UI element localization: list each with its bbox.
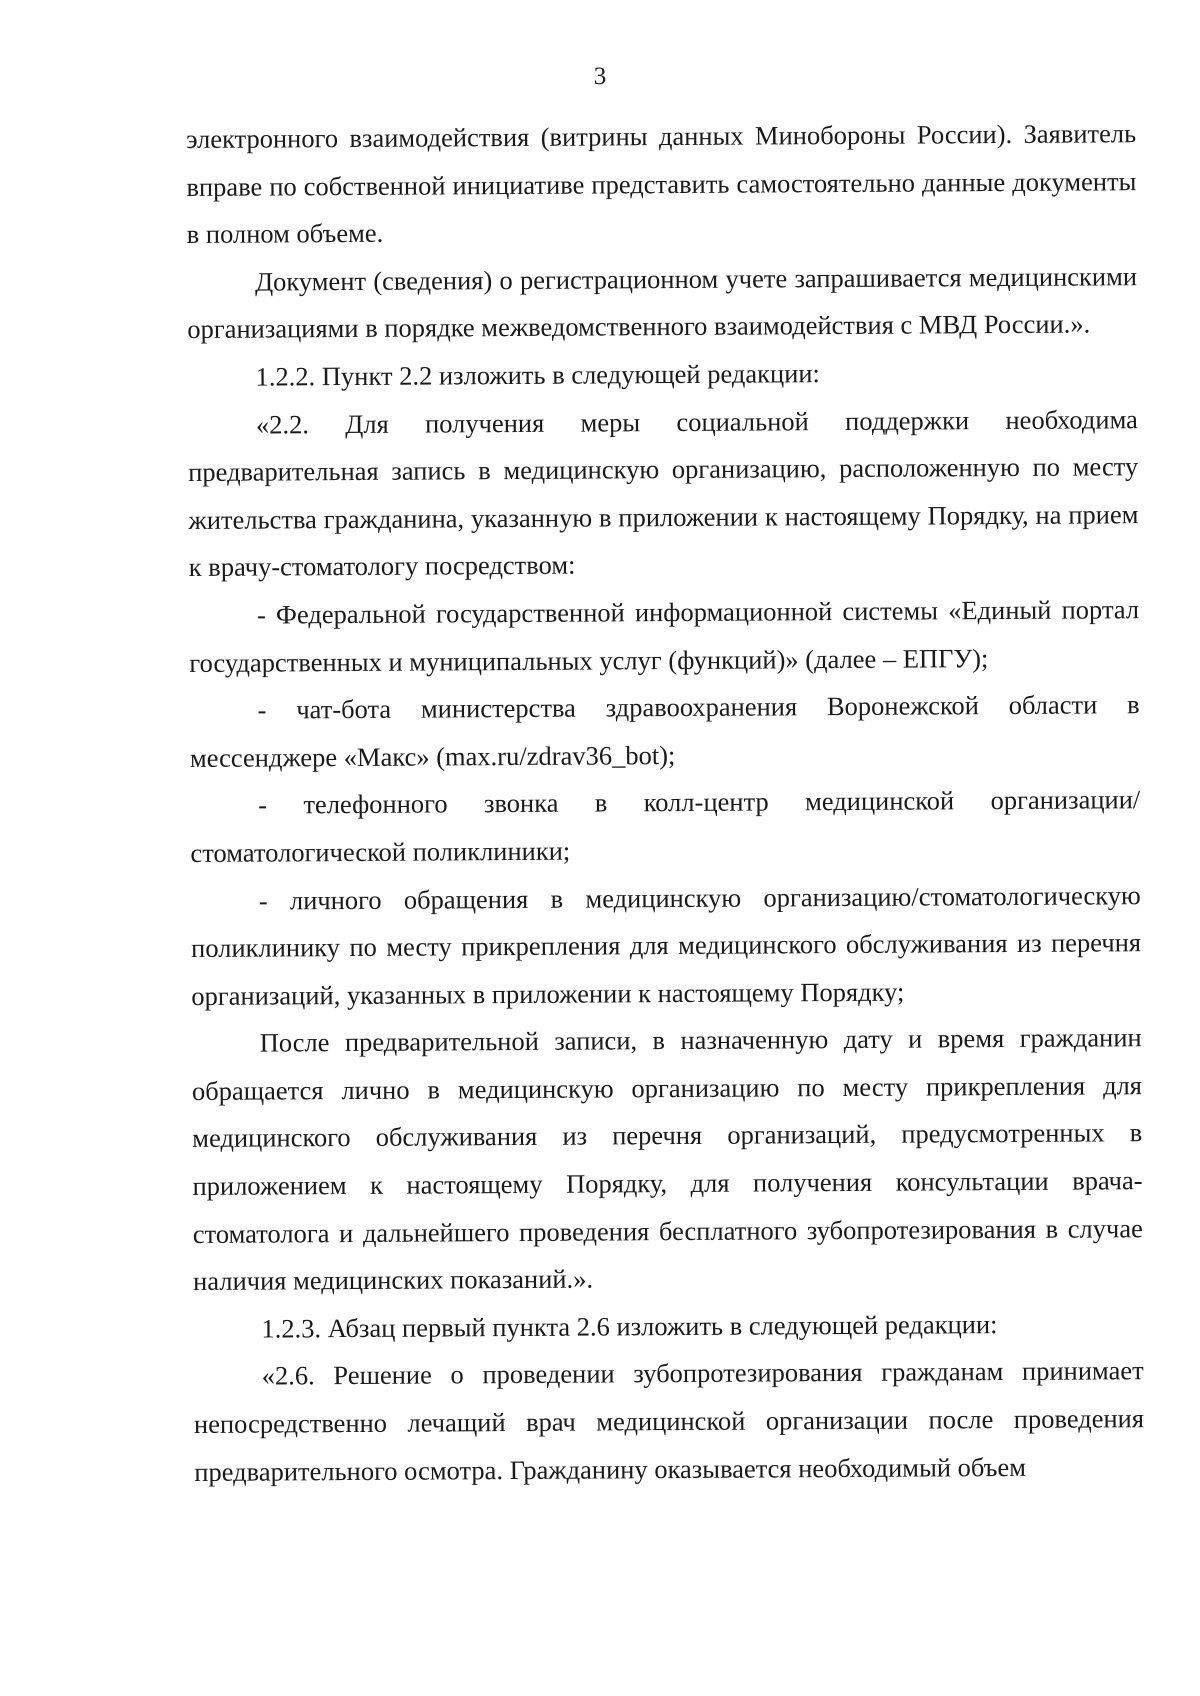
paragraph-registration-document: Документ (сведения) о регистрационном учете запрашивается медицинскими организациями в порядке межведомственного взаимодействия с МВД России.».: [187, 260, 1138, 345]
list-item-chat-bot: - чат-бота министерства здравоохранения Воронежской области в мессенджере «Макс» (max.ru/zdrav36_bot);: [189, 689, 1140, 773]
page-number: 3: [593, 63, 607, 90]
paragraph-continuation: электронного взаимодействия (витрины данных Минобороны России). Заявитель вправе по собственной инициативе представить самостоятельно данные документы в полном объеме.: [186, 118, 1137, 250]
list-item-phone-call: - телефонного звонка в колл-центр медицинской организации/стоматологической поликлиники;: [190, 784, 1141, 868]
paragraph-item-1-2-3: 1.2.3. Абзац первый пункта 2.6 изложить в следующей редакции:: [261, 1308, 998, 1344]
paragraph-item-1-2-2: 1.2.2. Пункт 2.2 изложить в следующей редакции:: [255, 358, 820, 392]
list-item-epgu: - Федеральной государственной информационной системы «Единый портал государственных и муниципальных услуг (функций)» (далее – ЕПГУ);: [189, 594, 1140, 678]
document-body: [186, 110, 1144, 1496]
list-item-personal-visit: - личного обращения в медицинскую организацию/стоматологическую поликлинику по месту прикрепления для медицинского обслуживания из перечня организаций, указанных в приложении к настоящему Порядку;: [190, 879, 1142, 1011]
paragraph-clause-2-2: «2.2. Для получения меры социальной поддержки необходима предварительная запись в медицинскую организацию, расположенную по месту жительства гражданина, указанную в приложении к настоящему Порядку, на прием к врачу-стоматологу посредством:: [188, 403, 1139, 583]
paragraph-after-appointment: После предварительной записи, в назначенную дату и время гражданин обращается лично в медицинскую организацию по месту прикрепления для медицинского обслуживания из перечня организаций, предусмотренных в приложением к настоящему Порядку, для получения консультации врача-стоматолога и дальнейшего проведения бесплатного зубопротезирования в случае наличия медицинских показаний.».: [191, 1022, 1143, 1297]
paragraph-clause-2-6: «2.6. Решение о проведении зубопротезирования гражданам принимает непосредственно лечащий врач медицинской организации после проведения предварительного осмотра. Гражданину оказывается необходимый объем: [193, 1355, 1145, 1487]
